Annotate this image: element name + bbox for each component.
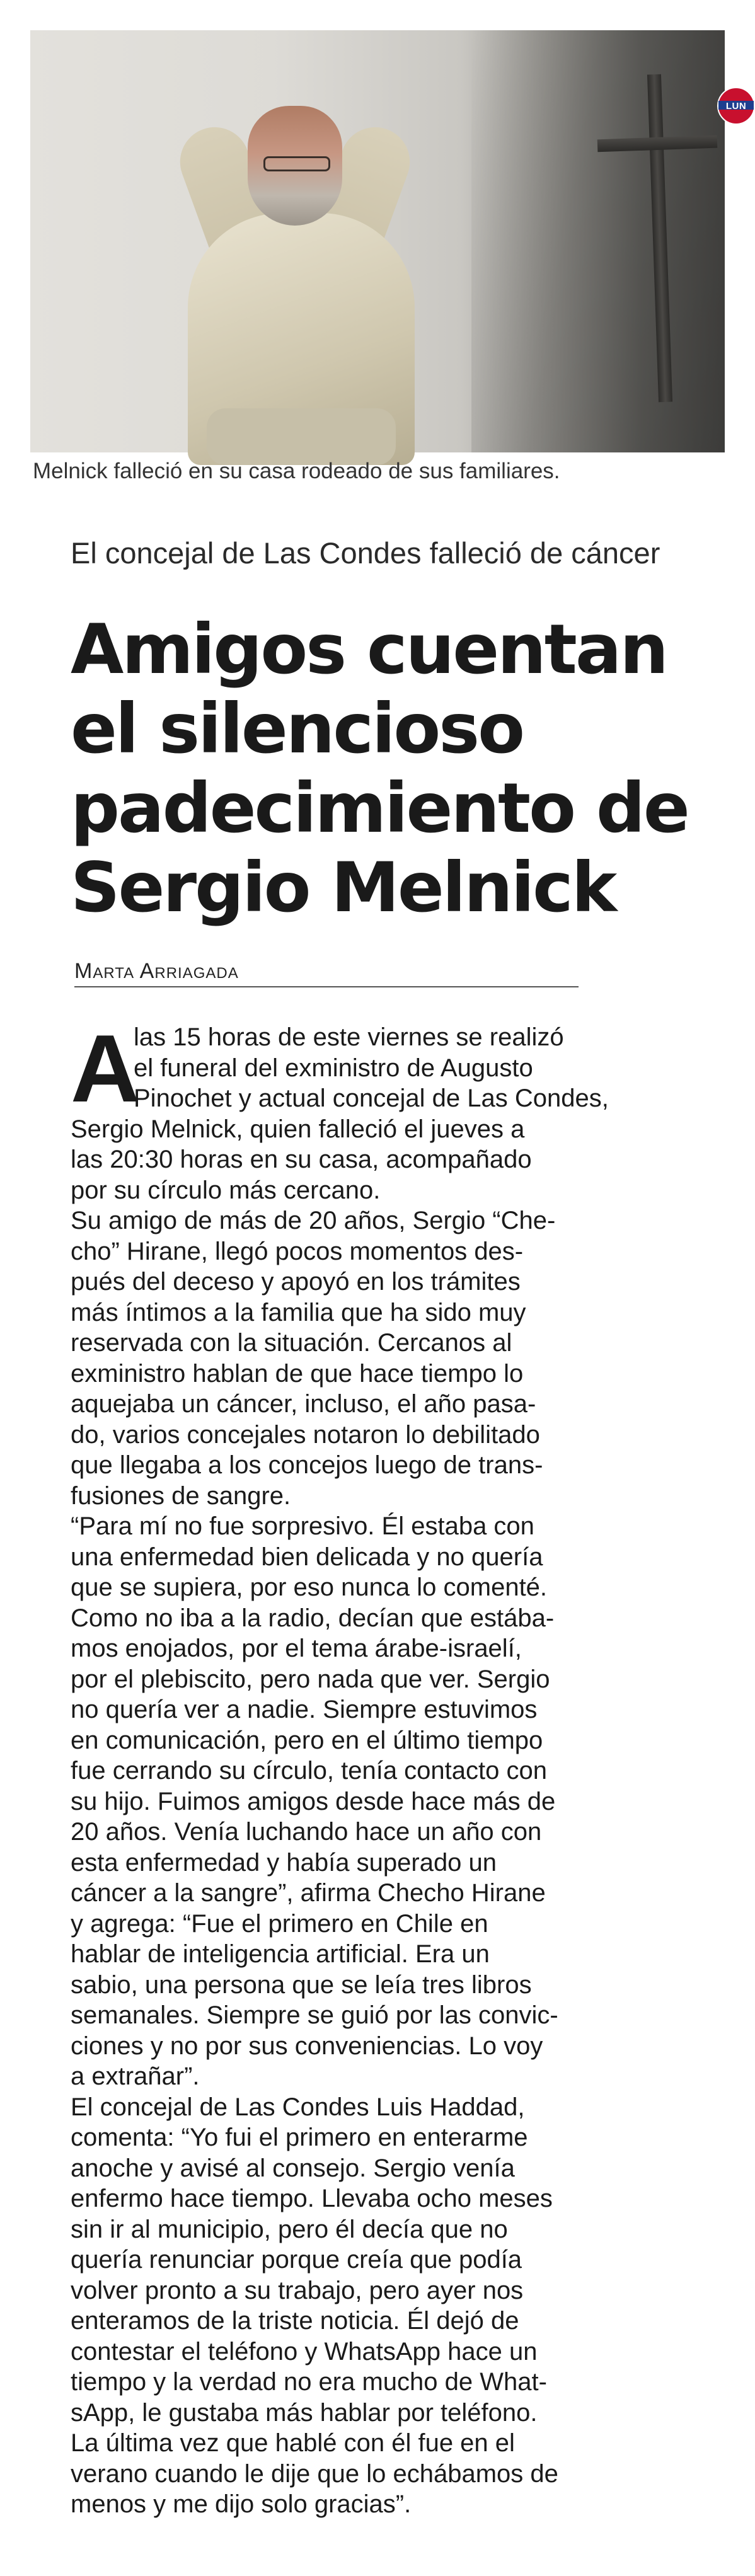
photo-shadow xyxy=(471,30,725,452)
body-line: las 20:30 horas en su casa, acompañado xyxy=(71,1146,532,1173)
body-line: menos y me dijo solo gracias”. xyxy=(71,2490,412,2518)
body-line: sApp, le gustaba más hablar por teléfono. xyxy=(71,2398,538,2427)
body-line: sin ir al municipio, pero él decía que no xyxy=(71,2215,508,2243)
lun-logo-icon xyxy=(717,87,755,125)
body-line: sabio, una persona que se leía tres libros xyxy=(71,1970,532,1999)
headline-line: el silencioso xyxy=(71,689,523,769)
body-line: exministro hablan de que hace tiempo lo xyxy=(71,1359,524,1388)
body-line: y agrega: “Fue el primero en Chile en xyxy=(71,1909,488,1938)
photo-caption: Melnick falleció en su casa rodeado de sus familiares. xyxy=(33,459,560,483)
body-line: 20 años. Venía luchando hace un año con xyxy=(71,1818,542,1846)
body-line: a extrañar”. xyxy=(71,2062,200,2090)
headline-line: padecimiento de xyxy=(71,768,688,848)
byline: Marta Arriagada xyxy=(74,959,239,983)
body-line: Pinochet y actual concejal de Las Condes, xyxy=(134,1084,609,1112)
body-line: reservada con la situación. Cercanos al xyxy=(71,1329,512,1357)
body-line: quería renunciar porque creía que podía xyxy=(71,2246,522,2274)
body-line: por el plebiscito, pero nada que ver. Sergio xyxy=(71,1665,550,1693)
body-line: que se supiera, por eso nunca lo comenté. xyxy=(71,1573,548,1601)
drop-cap: A xyxy=(71,1015,140,1122)
body-line: su hijo. Fuimos amigos desde hace más de xyxy=(71,1787,556,1815)
body-line: que llegaba a los concejos luego de trans- xyxy=(71,1451,543,1479)
body-line: tiempo y la verdad no era mucho de What- xyxy=(71,2368,547,2396)
body-line: El concejal de Las Condes Luis Haddad, xyxy=(71,2093,525,2121)
body-line: semanales. Siempre se guió por las convic- xyxy=(71,2001,558,2029)
body-line: fusiones de sangre. xyxy=(71,1481,291,1510)
byline-rule xyxy=(74,986,579,987)
body-line: enfermo hace tiempo. Llevaba ocho meses xyxy=(71,2185,553,2212)
body-line: Como no iba a la radio, decían que estába- xyxy=(71,1604,555,1632)
body-line: mos enojados, por el tema árabe-israelí, xyxy=(71,1635,522,1662)
body-line: no quería ver a nadie. Siempre estuvimos xyxy=(71,1696,538,1723)
body-line: comenta: “Yo fui el primero en enterarme xyxy=(71,2124,528,2151)
article-body xyxy=(71,1015,650,2520)
headline-line: Sergio Melnick xyxy=(71,848,616,928)
body-line: “Para mí no fue sorpresivo. Él estaba con xyxy=(71,1512,534,1540)
body-line: do, varios concejales notaron lo debilitado xyxy=(71,1420,540,1449)
body-line: cáncer a la sangre”, afirma Checho Hirane xyxy=(71,1879,546,1907)
body-line: una enfermedad bien delicada y no quería xyxy=(71,1543,543,1571)
headline-line: Amigos cuentan xyxy=(71,609,667,689)
lap xyxy=(207,408,396,465)
body-line: hablar de inteligencia artificial. Era un xyxy=(71,1940,490,1968)
body-line: por su círculo más cercano. xyxy=(71,1176,381,1204)
body-line: fue cerrando su círculo, tenía contacto con xyxy=(71,1757,547,1785)
body-line: verano cuando le dije que lo echábamos de xyxy=(71,2459,558,2488)
body-line: esta enfermedad y había superado un xyxy=(71,1848,497,1877)
body-line: volver pronto a su trabajo, pero ayer nos xyxy=(71,2276,524,2304)
kicker: El concejal de Las Condes falleció de cáncer xyxy=(71,536,660,570)
body-line: más íntimos a la familia que ha sido muy xyxy=(71,1298,526,1326)
body-line: anoche y avisé al consejo. Sergio venía xyxy=(71,2154,515,2182)
body-line: en comunicación, pero en el último tiempo xyxy=(71,1726,543,1754)
body-line: el funeral del exministro de Augusto xyxy=(134,1054,533,1082)
glasses xyxy=(263,156,330,171)
headline xyxy=(71,610,688,928)
person-figure xyxy=(163,81,427,452)
body-line: pués del deceso y apoyó en los trámites xyxy=(71,1268,521,1296)
body-line: La última vez que hablé con él fue en el xyxy=(71,2429,515,2457)
body-line: Sergio Melnick, quien falleció el jueves a xyxy=(71,1115,525,1143)
body-line: ciones y no por sus conveniencias. Lo voy xyxy=(71,2032,543,2060)
body-line: aquejaba un cáncer, incluso, el año pasa- xyxy=(71,1390,536,1418)
body-line: enteramos de la triste noticia. Él dejó de xyxy=(71,2307,519,2335)
body-line: contestar el teléfono y WhatsApp hace un xyxy=(71,2337,538,2366)
body-line: las 15 horas de este viernes se realizó xyxy=(134,1023,564,1051)
body-line: Su amigo de más de 20 años, Sergio “Che- xyxy=(71,1207,556,1234)
logo-text: LUN xyxy=(725,100,747,112)
body-line: cho” Hirane, llegó pocos momentos des- xyxy=(71,1237,524,1265)
article-photo xyxy=(30,30,747,452)
